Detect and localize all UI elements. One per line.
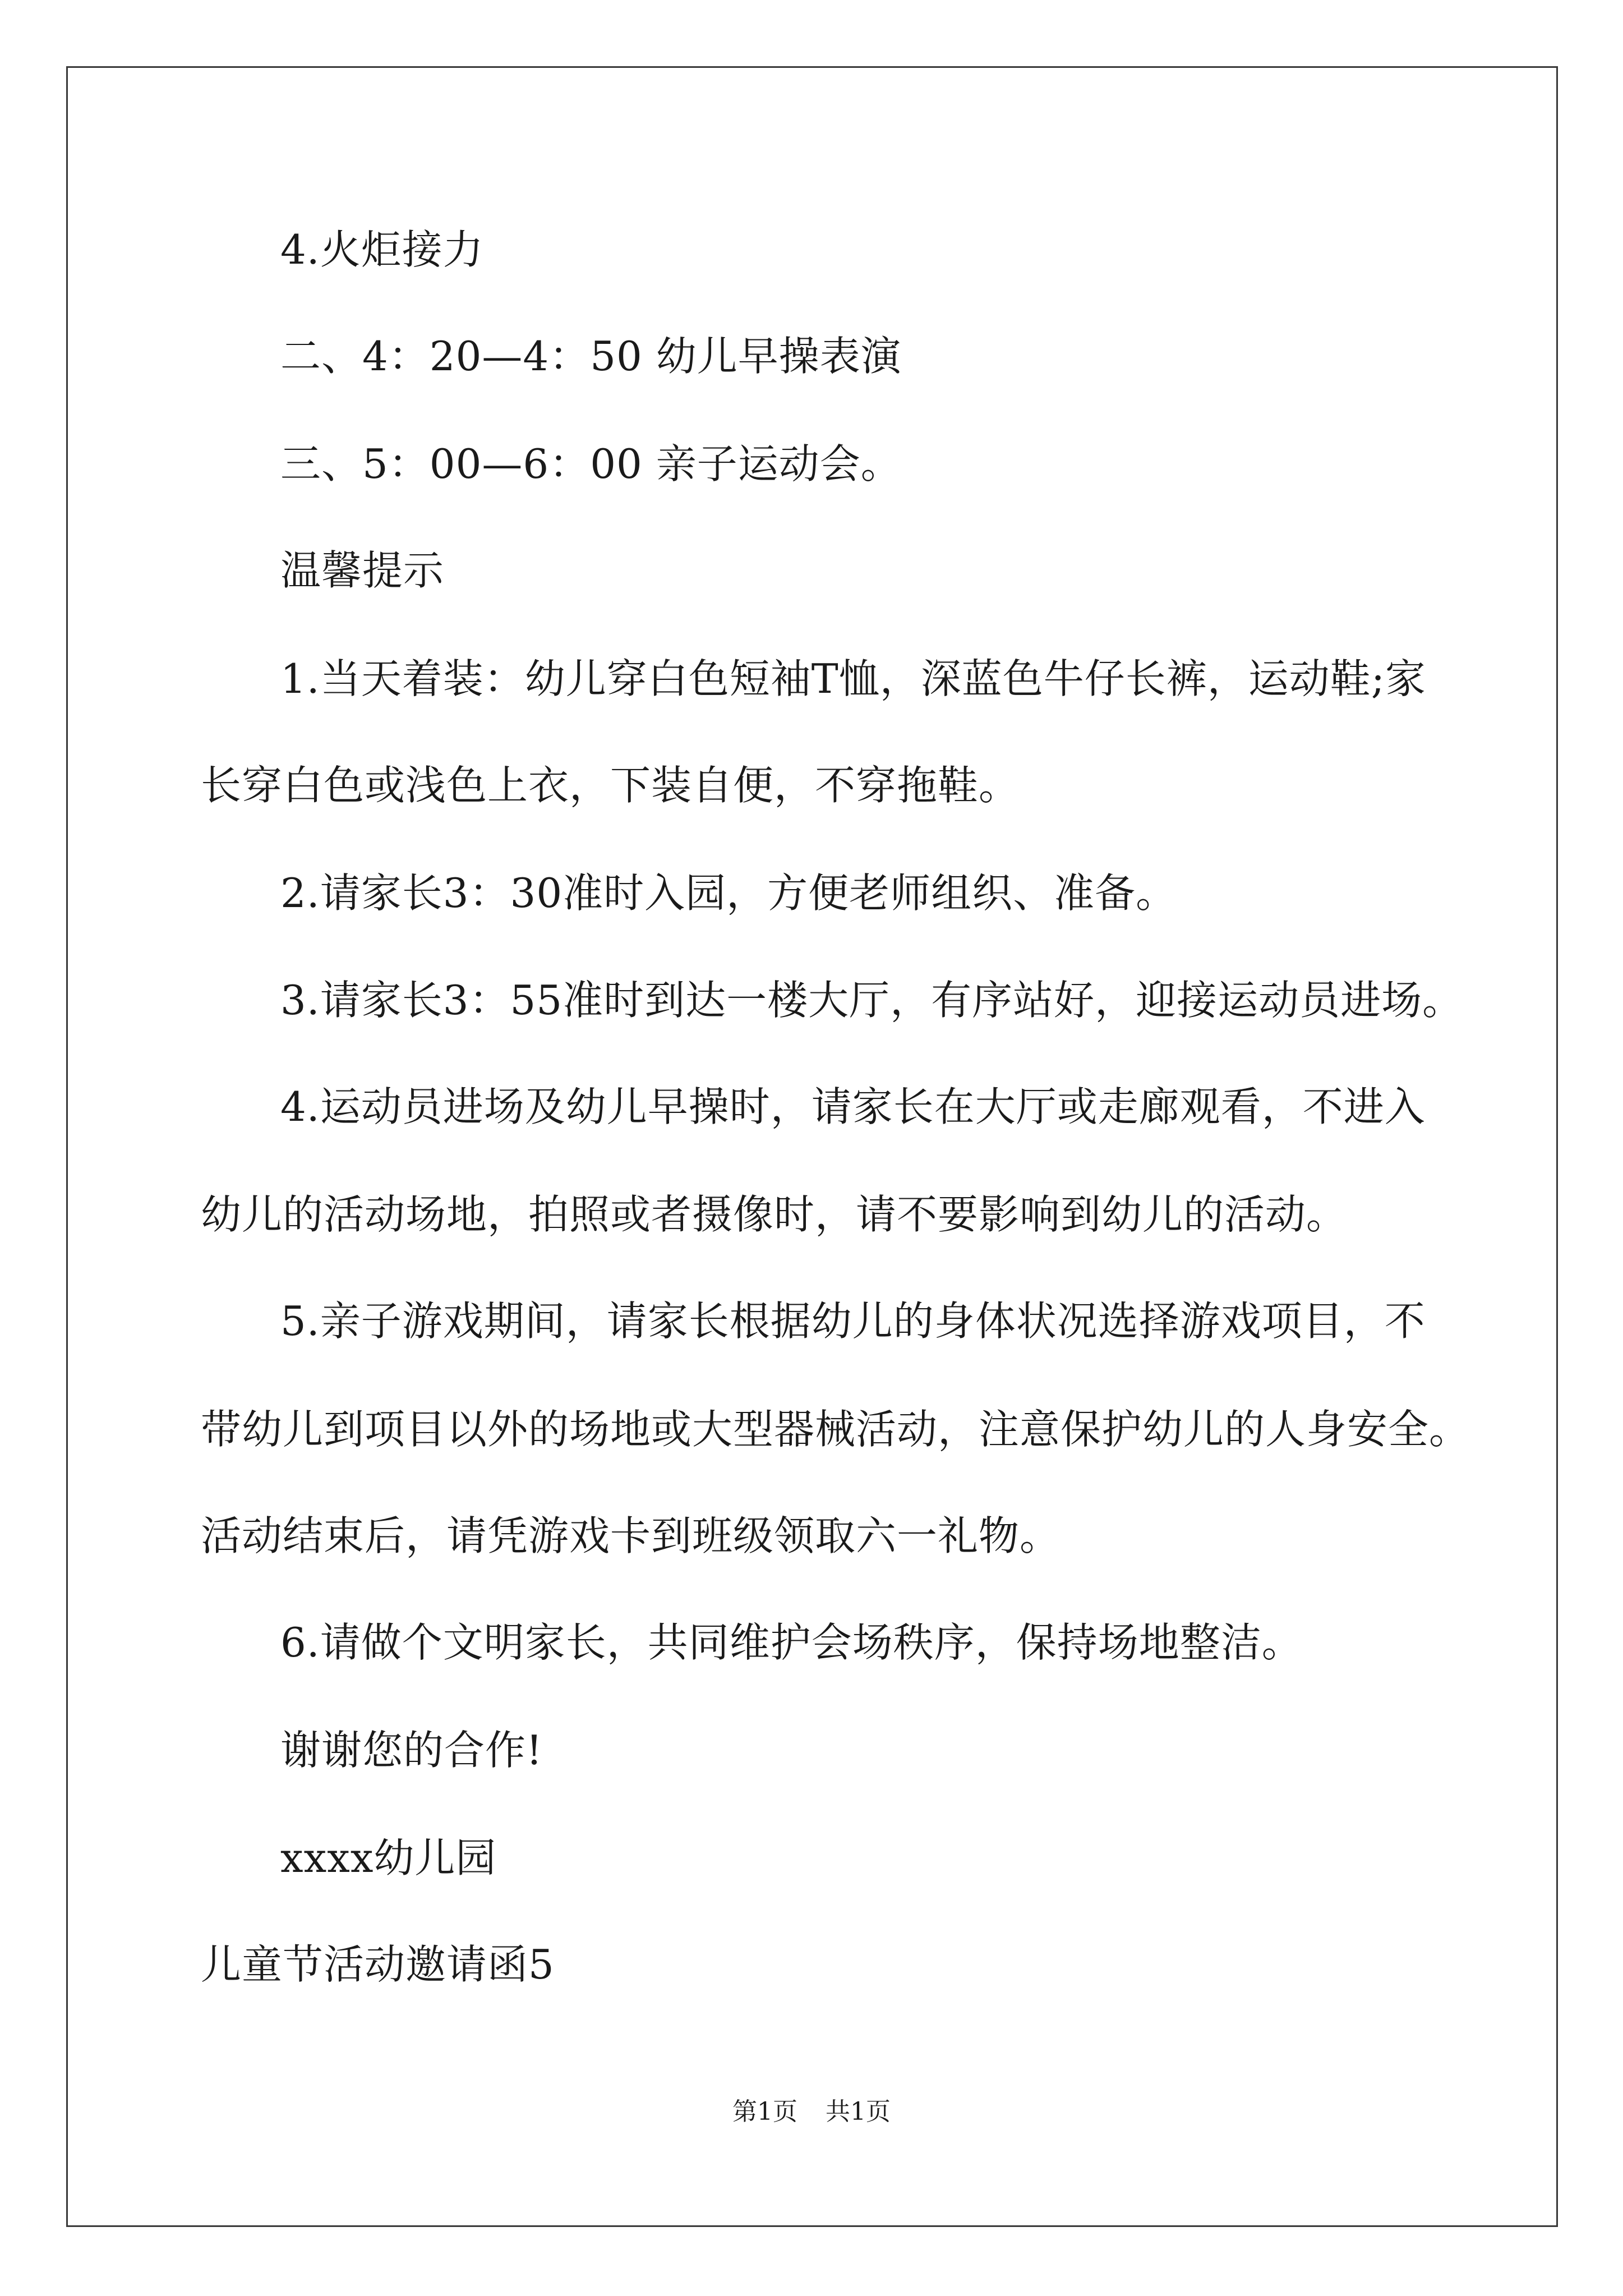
paragraph-line: 3.请家长3：55准时到达一楼大厅，有序站好，迎接运动员进场。: [280, 977, 1464, 1024]
closing-line: 谢谢您的合作!: [280, 1727, 543, 1774]
signature-line: xxxx幼儿园: [280, 1834, 497, 1881]
paragraph-line: 4.运动员进场及幼儿早操时，请家长在大厅或走廊观看，不进入: [280, 1083, 1426, 1130]
paragraph-line: 2.请家长3：30准时入园，方便老师组织、准备。: [280, 869, 1177, 917]
schedule-item: 三、5：00—6：00 亲子运动会。: [280, 440, 902, 487]
page-border: [66, 66, 1558, 2227]
page-number: 第1页: [732, 2097, 797, 2126]
paragraph-line: 1.当天着装：幼儿穿白色短袖T恤，深蓝色牛仔长裤，运动鞋;家: [280, 655, 1426, 702]
paragraph-line: 幼儿的活动场地，拍照或者摄像时，请不要影响到幼儿的活动。: [201, 1191, 1348, 1238]
paragraph-line: 长穿白色或浅色上衣，下装自便，不穿拖鞋。: [201, 762, 1020, 809]
page-total: 共1页: [826, 2097, 891, 2126]
paragraph-line: 6.请做个文明家长，共同维护会场秩序，保持场地整洁。: [280, 1619, 1303, 1666]
page-footer: [0, 2095, 1623, 2129]
paragraph-line: 带幼儿到项目以外的场地或大型器械活动，注意保护幼儿的人身安全。: [201, 1406, 1470, 1453]
schedule-item: 二、4：20—4：50 幼儿早操表演: [280, 333, 902, 380]
list-item: 4.火炬接力: [280, 226, 484, 273]
paragraph-line: 活动结束后，请凭游戏卡到班级领取六一礼物。: [201, 1512, 1061, 1559]
section-heading: 温馨提示: [280, 547, 445, 594]
next-section-title: 儿童节活动邀请函5: [201, 1941, 555, 1988]
paragraph-line: 5.亲子游戏期间，请家长根据幼儿的身体状况选择游戏项目，不: [280, 1297, 1426, 1345]
